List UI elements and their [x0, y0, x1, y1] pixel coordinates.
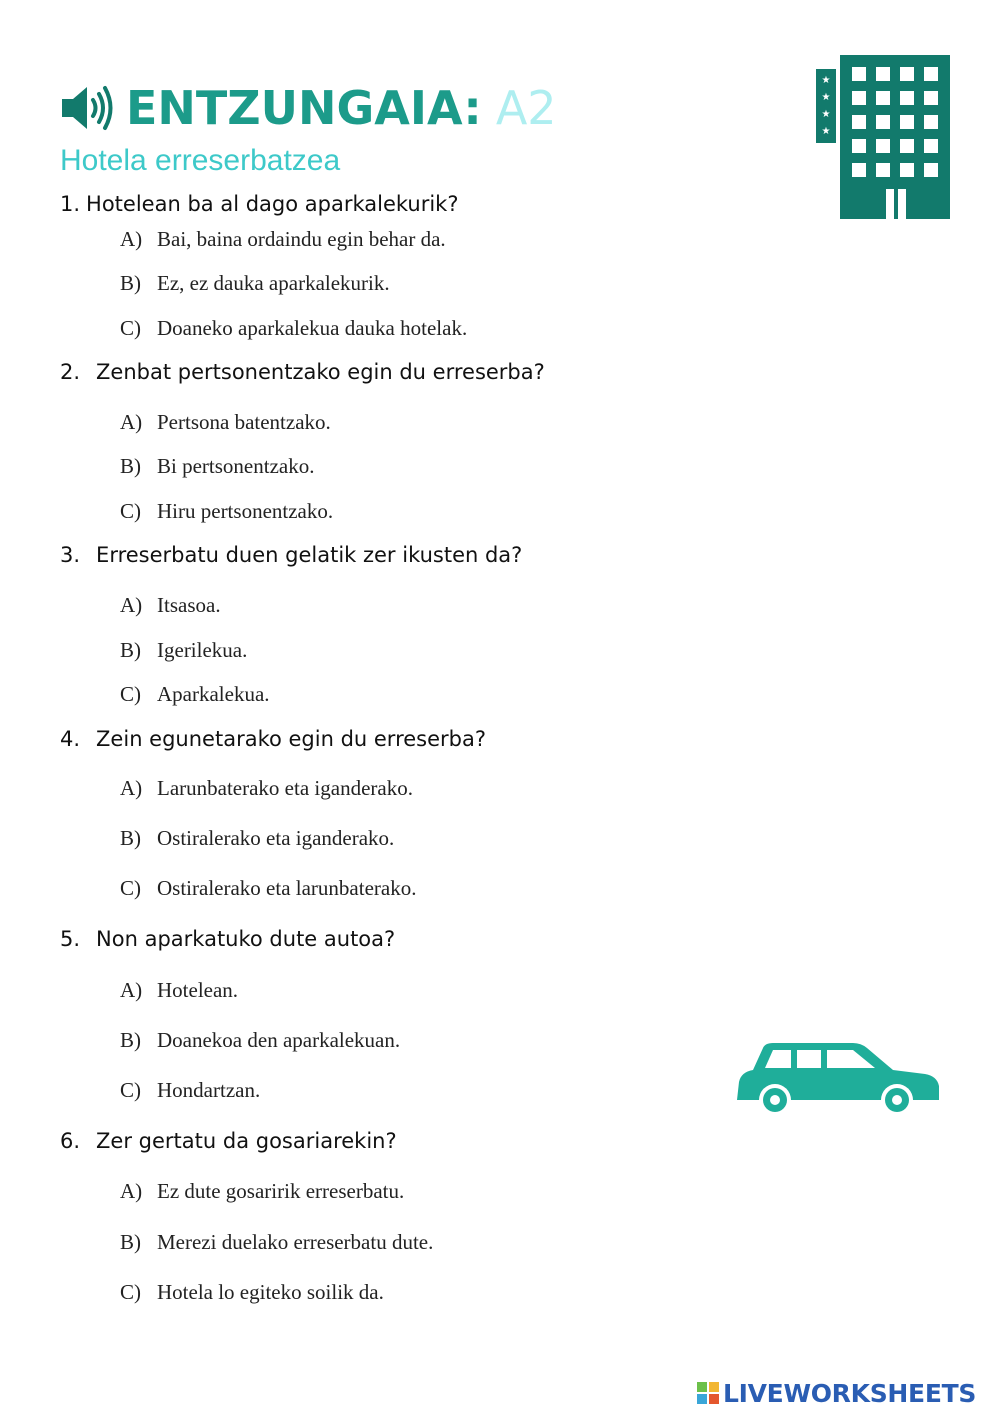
question-5 [60, 927, 395, 951]
question-number: 6. [60, 1129, 81, 1153]
question-number: 2. [60, 360, 81, 384]
svg-text:★: ★ [821, 75, 831, 86]
question-6 [60, 1129, 397, 1153]
question-text: Zein egunetarako egin du erreserba? [96, 727, 487, 751]
option-letter: B) [120, 271, 141, 295]
question-number: 5. [60, 927, 81, 951]
question-number: 1. [60, 192, 81, 216]
option-letter: A) [120, 410, 143, 434]
page-subtitle: Hotela erreserbatzea [60, 144, 341, 177]
option-letter: A) [120, 227, 143, 251]
answer-option-3-a[interactable] [120, 593, 221, 618]
level-badge: A2 [495, 81, 557, 135]
option-text: Hotela lo egiteko soilik da. [157, 1280, 384, 1304]
liveworksheets-logo-icon [697, 1382, 719, 1404]
question-number: 4. [60, 727, 81, 751]
answer-option-6-b[interactable] [120, 1230, 433, 1255]
option-letter: C) [120, 1280, 141, 1304]
option-text: Larunbaterako eta iganderako. [157, 776, 413, 800]
page-title [126, 81, 557, 135]
option-text: Itsasoa. [157, 593, 221, 617]
answer-option-2-c[interactable] [120, 499, 333, 524]
option-letter: A) [120, 1179, 143, 1203]
option-text: Igerilekua. [157, 638, 248, 662]
answer-option-1-c[interactable] [120, 316, 467, 341]
question-number: 3. [60, 543, 81, 567]
option-text: Doaneko aparkalekua dauka hotelak. [157, 316, 468, 340]
option-letter: C) [120, 1078, 141, 1102]
question-2 [60, 360, 545, 384]
question-3 [60, 543, 522, 567]
answer-option-4-c[interactable] [120, 876, 416, 901]
question-text: Erreserbatu duen gelatik zer ikusten da? [96, 543, 523, 567]
option-text: Ez, ez dauka aparkalekurik. [157, 271, 390, 295]
answer-option-5-c[interactable] [120, 1078, 260, 1103]
question-text: Non aparkatuko dute autoa? [96, 927, 396, 951]
option-text: Hotelean. [157, 978, 239, 1002]
question-text: Hotelean ba al dago aparkalekurik? [86, 192, 459, 216]
answer-option-5-a[interactable] [120, 978, 238, 1003]
option-letter: B) [120, 826, 141, 850]
option-letter: B) [120, 1230, 141, 1254]
answer-option-6-c[interactable] [120, 1280, 384, 1305]
question-text: Zenbat pertsonentzako egin du erreserba? [96, 360, 545, 384]
svg-text:★: ★ [821, 126, 831, 137]
option-letter: A) [120, 593, 143, 617]
option-text: Aparkalekua. [157, 682, 270, 706]
answer-option-2-a[interactable] [120, 410, 331, 435]
option-text: Bai, baina ordaindu egin behar da. [157, 227, 446, 251]
answer-option-4-a[interactable] [120, 776, 413, 801]
svg-text:★: ★ [821, 109, 831, 120]
answer-option-6-a[interactable] [120, 1179, 404, 1204]
answer-option-5-b[interactable] [120, 1028, 400, 1053]
answer-option-2-b[interactable] [120, 454, 314, 479]
option-letter: A) [120, 776, 143, 800]
option-letter: B) [120, 638, 141, 662]
option-letter: C) [120, 499, 141, 523]
option-letter: C) [120, 682, 141, 706]
answer-option-3-b[interactable] [120, 638, 247, 663]
option-text: Pertsona batentzako. [157, 410, 331, 434]
car-icon [735, 1040, 941, 1114]
option-letter: C) [120, 316, 141, 340]
question-4 [60, 727, 486, 751]
option-letter: C) [120, 876, 141, 900]
question-text: Zer gertatu da gosariarekin? [96, 1129, 397, 1153]
option-text: Ostiralerako eta larunbaterako. [157, 876, 417, 900]
option-letter: B) [120, 454, 141, 478]
option-text: Bi pertsonentzako. [157, 454, 315, 478]
option-text: Merezi duelako erreserbatu dute. [157, 1230, 434, 1254]
option-text: Ostiralerako eta iganderako. [157, 826, 395, 850]
worksheet-header [60, 80, 557, 136]
answer-option-1-a[interactable] [120, 227, 446, 252]
question-1 [60, 192, 458, 216]
option-text: Ez dute gosaririk erreserbatu. [157, 1179, 405, 1203]
title-text: ENTZUNGAIA: [126, 81, 482, 135]
answer-option-1-b[interactable] [120, 271, 390, 296]
option-text: Doanekoa den aparkalekuan. [157, 1028, 401, 1052]
option-text: Hiru pertsonentzako. [157, 499, 334, 523]
option-text: Hondartzan. [157, 1078, 261, 1102]
hotel-building-icon [814, 55, 950, 219]
speaker-icon[interactable] [60, 80, 116, 136]
answer-option-3-c[interactable] [120, 682, 270, 707]
option-letter: B) [120, 1028, 141, 1052]
brand-name: LIVEWORKSHEETS [723, 1378, 977, 1408]
footer-brand [697, 1378, 976, 1408]
answer-option-4-b[interactable] [120, 826, 394, 851]
option-letter: A) [120, 978, 143, 1002]
svg-text:★: ★ [821, 92, 831, 103]
